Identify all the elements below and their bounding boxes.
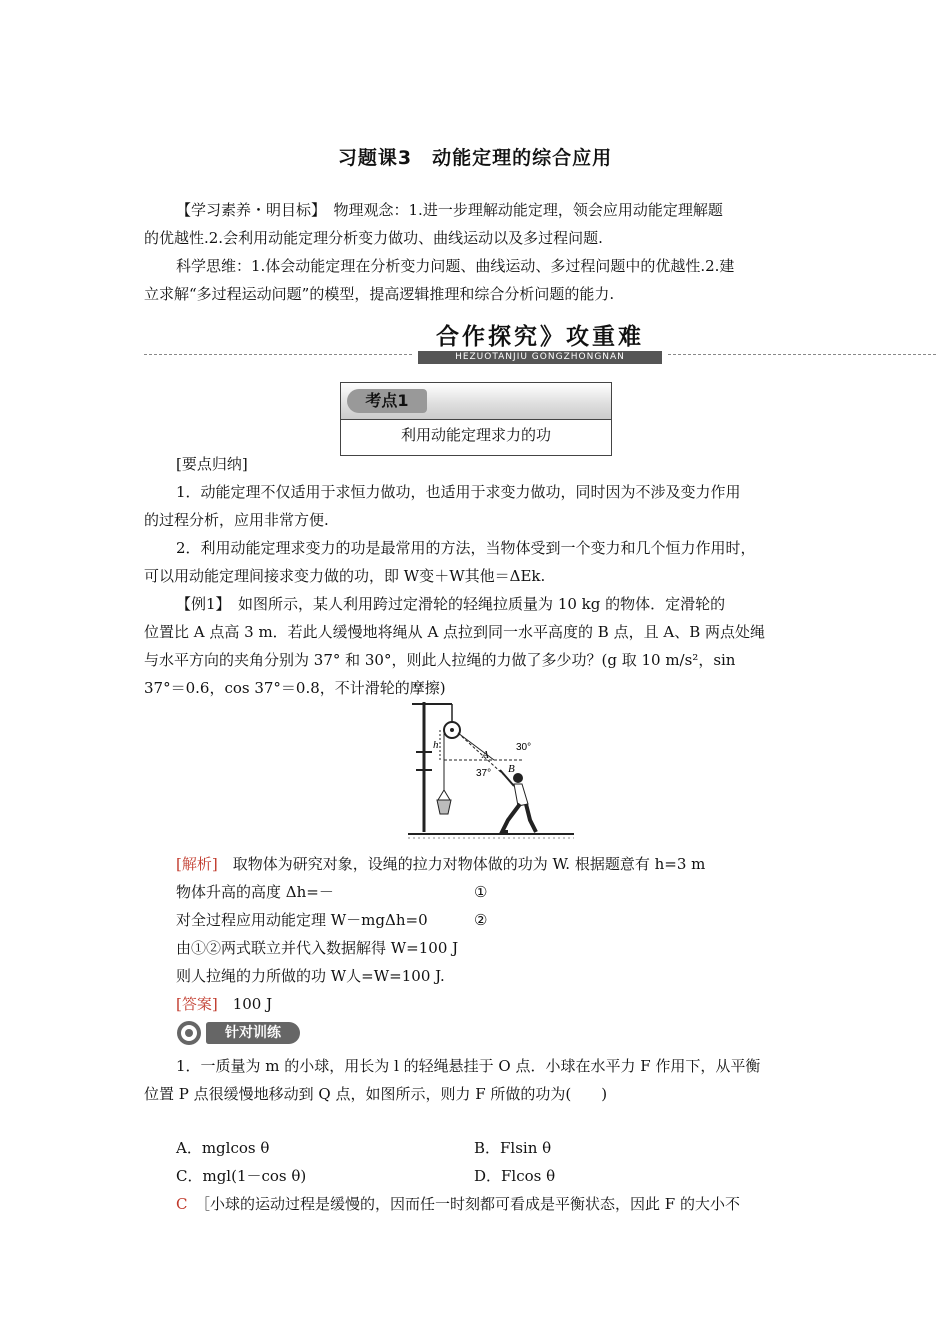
- target-icon: [176, 1020, 204, 1046]
- option-d: D．Flcos θ: [474, 1167, 556, 1185]
- banner-divider-right: [668, 354, 936, 355]
- question-1-line-1: 1．一质量为 m 的小球，用长为 l 的轻绳悬挂于 O 点．小球在水平力 F 作用下，从平衡: [176, 1057, 761, 1075]
- kaodian-header: [341, 383, 611, 420]
- banner-subtitle: HEZUOTANJIU GONGZHONGNAN: [418, 351, 662, 364]
- option-b: B．Flsin θ: [474, 1139, 552, 1157]
- example-line-3: 与水平方向的夹角分别为 37° 和 30°，则此人拉绳的力做了多少功？(g 取 10 m/s²，sin: [144, 651, 736, 669]
- summary-p2-line1: 2．利用动能定理求变力的功是最常用的方法，当物体受到一个变力和几个恒力作用时，: [176, 539, 756, 557]
- kaodian-title: 利用动能定理求力的功: [400, 426, 551, 444]
- summary-p1-line2: 的过程分析，应用非常方便.: [144, 511, 329, 529]
- example-line-1: 【例1】 如图所示，某人利用跨过定滑轮的轻绳拉质量为 10 kg 的物体．定滑轮的: [176, 595, 726, 613]
- intro-line-1: 【学习素养・明目标】 物理观念：1.进一步理解动能定理，领会应用动能定理解题: [176, 201, 723, 219]
- solution-line-5: 则人拉绳的力所做的功 W人=W=100 J.: [176, 967, 445, 985]
- equation-number-1: ①: [474, 883, 488, 901]
- answer-tag: [答案]: [176, 995, 218, 1013]
- answer-value: 100 J: [217, 995, 273, 1013]
- banner-title: 合作探究》攻重难: [436, 324, 644, 350]
- solution-line-4: 由①②两式联立并代入数据解得 W=100 J: [176, 939, 459, 957]
- example-line-4: 37°＝0.6，cos 37°＝0.8，不计滑轮的摩擦): [144, 679, 446, 697]
- intro-line-4: 立求解“多过程运动问题”的模型，提高逻辑推理和综合分析问题的能力.: [144, 285, 615, 303]
- training-answer: C: [176, 1195, 188, 1213]
- summary-p1-line1: 1．动能定理不仅适用于求恒力做功，也适用于求变力做功，同时因为不涉及变力作用: [176, 483, 741, 501]
- solution-text-1: 取物体为研究对象，设绳的拉力对物体做的功为 W. 根据题意有 h=3 m: [217, 855, 706, 873]
- summary-header: [要点归纳]: [176, 455, 248, 473]
- figure-label-a: A: [482, 749, 489, 761]
- page-title: 习题课3 动能定理的综合应用: [337, 147, 613, 169]
- figure-label-h: h: [433, 739, 439, 751]
- equation-number-2: ②: [474, 911, 488, 929]
- training-label: 针对训练: [206, 1022, 300, 1044]
- kaodian-box: [340, 382, 612, 456]
- question-1-line-2: 位置 P 点很缓慢地移动到 Q 点，如图所示，则力 F 所做的功为( ): [144, 1085, 608, 1103]
- training-explanation-text: ［小球的运动过程是缓慢的，因而任一时刻都可看成是平衡状态，因此 F 的大小不: [202, 1195, 740, 1213]
- figure-label-b: B: [508, 763, 515, 775]
- example-line-2: 位置比 A 点高 3 m．若此人缓慢地将绳从 A 点拉到同一水平高度的 B 点，且 A、B 两点处绳: [144, 623, 765, 641]
- figure-angle-30: 30°: [516, 742, 532, 753]
- figure-angle-37: 37°: [476, 768, 492, 779]
- pulley-figure: [404, 700, 580, 842]
- solution-line-2: 物体升高的高度 Δh=－: [176, 883, 334, 901]
- kaodian-tab: 考点1: [347, 389, 427, 413]
- summary-p2-line2: 可以用动能定理间接求变力做的功，即 W变＋W其他＝ΔEk.: [144, 567, 546, 585]
- training-explanation: [176, 1190, 740, 1218]
- option-a: A．mglcos θ: [176, 1139, 270, 1157]
- option-c: C．mgl(1－cos θ): [176, 1167, 307, 1185]
- banner-divider-left: [144, 354, 412, 355]
- solution-line-3: 对全过程应用动能定理 W－mgΔh=0: [176, 911, 428, 929]
- section-banner: [412, 318, 668, 366]
- solution-tag: [解析]: [176, 855, 218, 873]
- intro-line-3: 科学思维：1.体会动能定理在分析变力问题、曲线运动、多过程问题中的优越性.2.建: [176, 257, 735, 275]
- intro-line-2: 的优越性.2.会利用动能定理分析变力做功、曲线运动以及多过程问题.: [144, 229, 603, 247]
- answer-line: [176, 990, 272, 1018]
- solution-line-1: [176, 850, 705, 878]
